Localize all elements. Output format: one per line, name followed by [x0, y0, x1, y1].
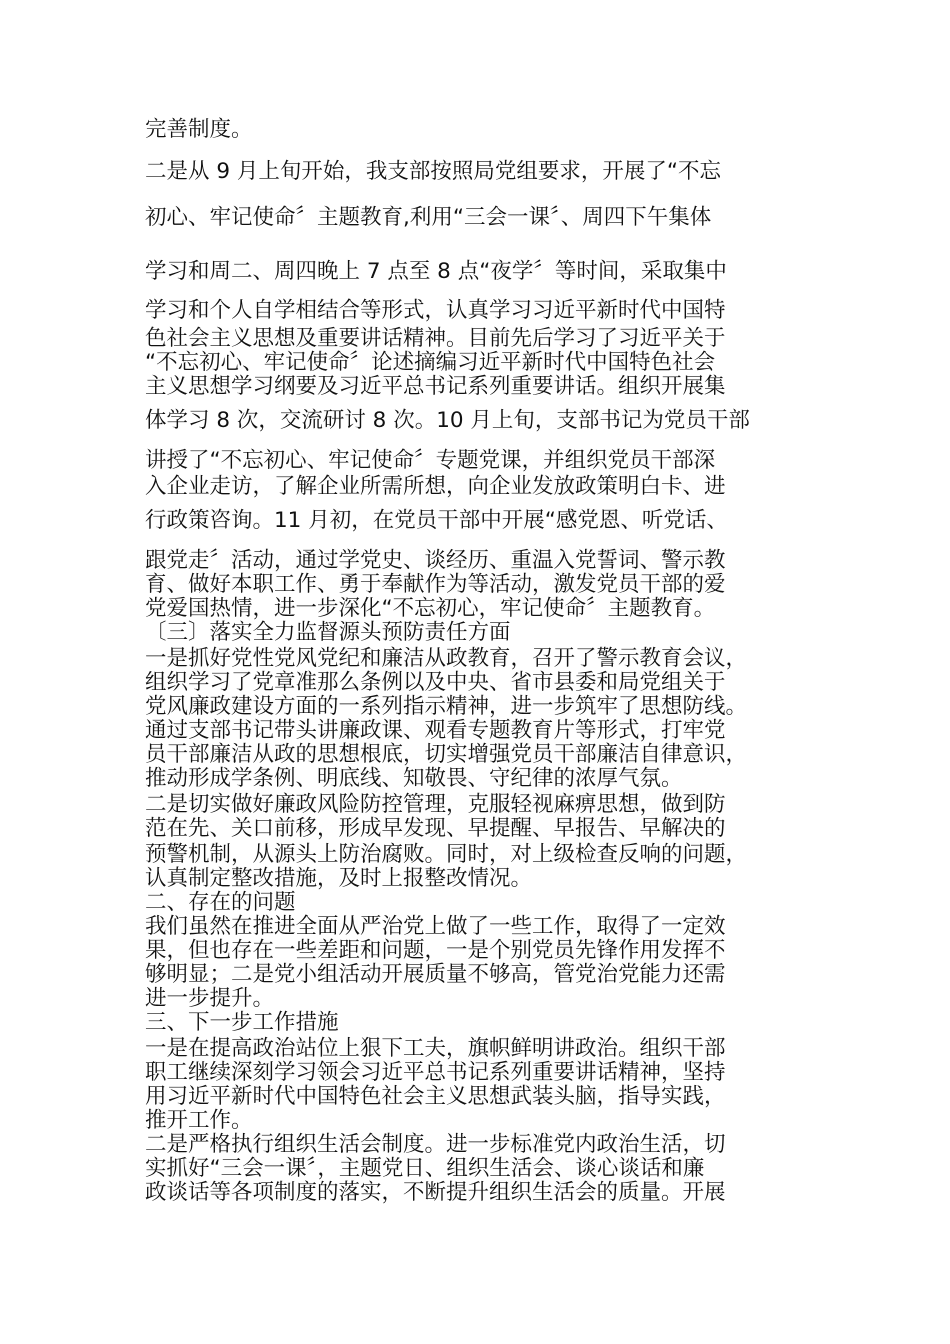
- text-line: 实抓好“三会一课〞，主题党日、组织生活会、谈心谈话和廉: [145, 1156, 705, 1181]
- text-line: 二是严格执行组织生活会制度。进一步标准党内政治生活，切: [145, 1132, 726, 1157]
- text-line: 党风廉政建设方面的一系列指示精神，进一步筑牢了思想防线。: [145, 694, 748, 719]
- text-line: 预警机制，从源头上防治腐败。同时，对上级检查反响的问题，: [145, 842, 748, 867]
- text-line: 员干部廉洁从政的思想根底，切实增强党员干部廉洁自律意识，: [145, 742, 748, 767]
- text-line: 用习近平新时代中国特色社会主义思想武装头脑，指导实践，: [145, 1084, 726, 1109]
- section-heading: 二、存在的问题: [145, 890, 296, 915]
- text-line: 入企业走访，了解企业所需所想，向企业发放政策明白卡、进: [145, 474, 726, 499]
- text-line: 组织学习了党章准那么条例以及中央、省市县委和局党组关于: [145, 670, 726, 695]
- text-line: 学习和个人自学相结合等形式，认真学习习近平新时代中国特: [145, 298, 726, 323]
- section-heading: 三、下一步工作措施: [145, 1010, 339, 1035]
- text-line: 跟党走〞活动，通过学党史、谈经历、重温入党誓词、警示教: [145, 548, 726, 573]
- text-line: 一是抓好党性党风党纪和廉洁从政教育，召开了警示教育会议，: [145, 646, 748, 671]
- text-line: 二是从 9 月上旬开始，我支部按照局党组要求，开展了“不忘: [145, 159, 721, 184]
- text-line: 范在先、关口前移，形成早发现、早提醒、早报告、早解决的: [145, 816, 726, 841]
- text-line: 完善制度。: [145, 117, 253, 142]
- text-line: 政谈话等各项制度的落实，不断提升组织生活会的质量。开展: [145, 1180, 726, 1205]
- text-line: 职工继续深刻学习领会习近平总书记系列重要讲话精神，坚持: [145, 1060, 726, 1085]
- text-line: 我们虽然在推进全面从严治党上做了一些工作，取得了一定效: [145, 914, 726, 939]
- text-line: 讲授了“不忘初心、牢记使命〞专题党课，并组织党员干部深: [145, 448, 716, 473]
- text-line: 够明显；二是党小组活动开展质量不够高，管党治党能力还需: [145, 962, 726, 987]
- text-line: 学习和周二、周四晚上 7 点至 8 点“夜学〞等时间，采取集中: [145, 259, 727, 284]
- section-heading: 〔三〕落实全力监督源头预防责任方面: [145, 620, 511, 645]
- text-line: 育、做好本职工作、勇于奉献作为等活动，激发党员干部的爱: [145, 572, 726, 597]
- text-line: “不忘初心、牢记使命〞论述摘编习近平新时代中国特色社会: [145, 350, 716, 375]
- text-line: 主义思想学习纲要及习近平总书记系列重要讲话。组织开展集: [145, 374, 726, 399]
- text-line: 行政策咨询。11 月初，在党员干部中开展“感党恩、听党话、: [145, 508, 728, 533]
- text-line: 党爱国热情，进一步深化“不忘初心，牢记使命〞主题教育。: [145, 596, 716, 621]
- text-line: 推开工作。: [145, 1108, 253, 1133]
- text-line: 一是在提高政治站位上狠下工夫，旗帜鲜明讲政治。组织干部: [145, 1036, 726, 1061]
- text-line: 二是切实做好廉政风险防控管理，克服轻视麻痹思想，做到防: [145, 792, 726, 817]
- text-line: 认真制定整改措施，及时上报整改情况。: [145, 866, 533, 891]
- text-line: 通过支部书记带头讲廉政课、观看专题教育片等形式，打牢党: [145, 718, 726, 743]
- text-line: 初心、牢记使命〞主题教育,利用“三会一课〞、周四下午集体: [145, 205, 712, 230]
- text-line: 果，但也存在一些差距和问题，一是个别党员先锋作用发挥不: [145, 938, 726, 963]
- text-line: 推动形成学条例、明底线、知敬畏、守纪律的浓厚气氛。: [145, 766, 683, 791]
- text-line: 色社会主义思想及重要讲话精神。目前先后学习了习近平关于: [145, 326, 726, 351]
- text-line: 进一步提升。: [145, 986, 275, 1011]
- text-line: 体学习 8 次，交流研讨 8 次。10 月上旬，支部书记为党员干部: [145, 408, 750, 433]
